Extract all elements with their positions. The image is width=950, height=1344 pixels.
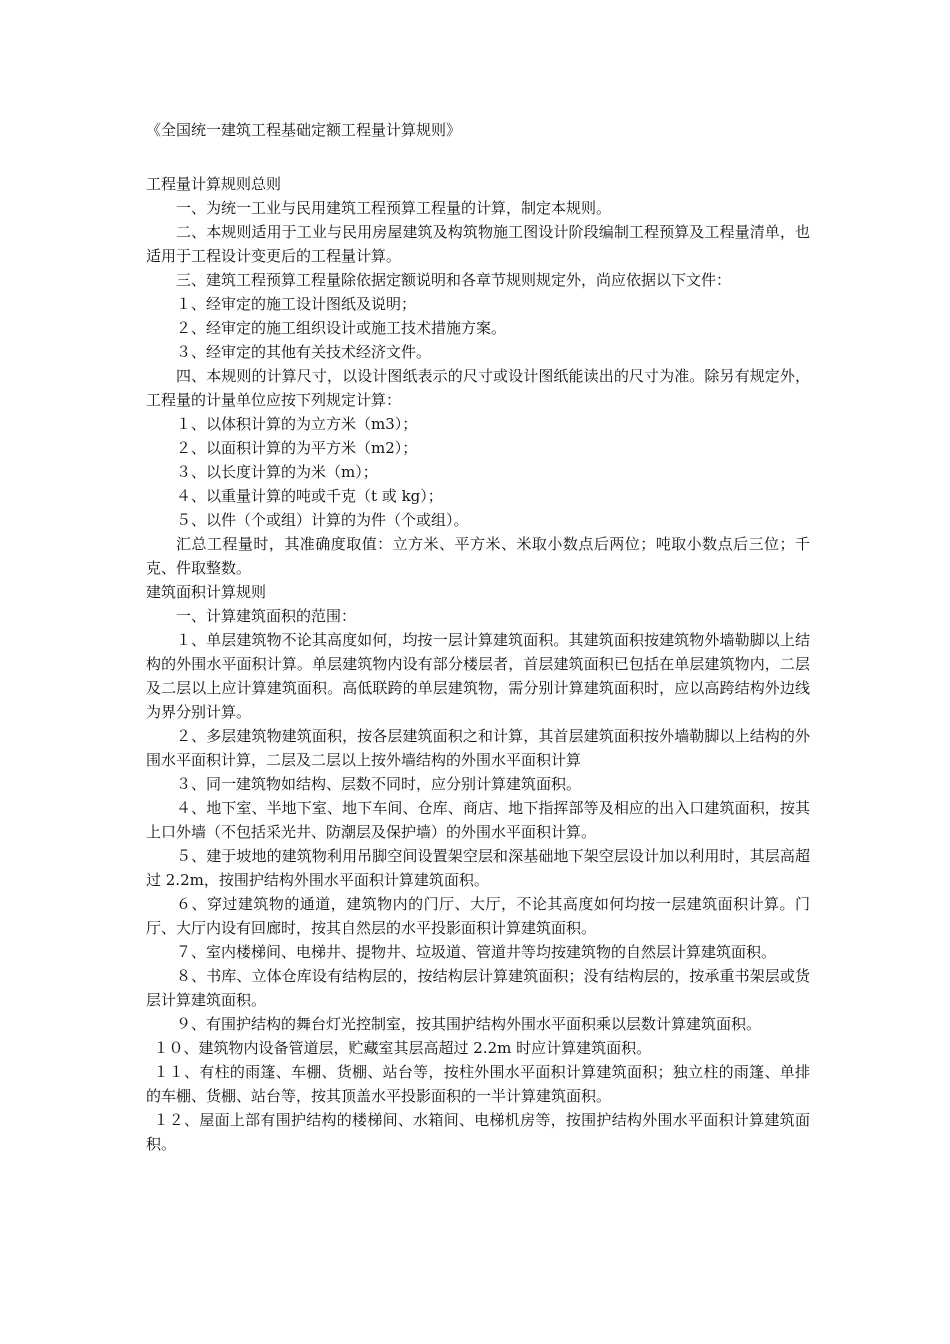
section-heading-general: 工程量计算规则总则	[146, 175, 282, 193]
list-item: ５、以件（个或组）计算的为件（个或组）。	[176, 511, 469, 529]
list-item: １、经审定的施工设计图纸及说明；	[176, 295, 417, 313]
list-item: ４、以重量计算的吨或千克（t 或 kg）；	[176, 487, 443, 505]
paragraph: 四、本规则的计算尺寸，以设计图纸表示的尺寸或设计图纸能读出的尺寸为准。除另有规定外，工程量的计量单位应按下列规定计算：	[146, 367, 810, 409]
list-item: ４、地下室、半地下室、地下车间、仓库、商店、地下指挥部等及相应的出入口建筑面积，按其上口外墙（不包括采光井、防潮层及保护墙）的外围水平面积计算。	[146, 799, 810, 841]
list-item: １１、有柱的雨篷、车棚、货棚、站台等，按柱外围水平面积计算建筑面积；独立柱的雨篷、单排的车棚、货棚、站台等，按其顶盖水平投影面积的一半计算建筑面积。	[146, 1063, 810, 1105]
paragraph: 二、本规则适用于工业与民用房屋建筑及构筑物施工图设计阶段编制工程预算及工程量清单，也适用于工程设计变更后的工程量计算。	[146, 223, 810, 265]
paragraph: 一、为统一工业与民用建筑工程预算工程量的计算，制定本规则。	[176, 199, 612, 217]
list-item: ３、同一建筑物如结构、层数不同时，应分别计算建筑面积。	[176, 775, 582, 793]
paragraph: 汇总工程量时，其准确度取值：立方米、平方米、米取小数点后两位；吨取小数点后三位；千克、件取整数。	[146, 535, 810, 577]
list-item: ７、室内楼梯间、电梯井、提物井、垃圾道、管道井等均按建筑物的自然层计算建筑面积。	[176, 943, 777, 961]
paragraph: 三、建筑工程预算工程量除依据定额说明和各章节规则规定外，尚应依据以下文件：	[176, 271, 732, 289]
list-item: ２、以面积计算的为平方米（m2）；	[176, 439, 418, 457]
list-item: ５、建于坡地的建筑物利用吊脚空间设置架空层和深基础地下架空层设计加以利用时，其层高超过 2.2m，按围护结构外围水平面积计算建筑面积。	[146, 847, 810, 889]
spacer	[146, 142, 810, 172]
list-item: １、单层建筑物不论其高度如何，均按一层计算建筑面积。其建筑面积按建筑物外墙勒脚以上结构的外围水平面积计算。单层建筑物内设有部分楼层者，首层建筑面积已包括在单层建筑物内，二层及二层以上应计算建筑面积。高低联跨的单层建筑物，需分别计算建筑面积时，应以高跨结构外边线为界分别计算。	[146, 631, 810, 721]
list-item: １０、建筑物内设备管道层，贮藏室其层高超过 2.2m 时应计算建筑面积。	[153, 1039, 652, 1057]
paragraph: 一、计算建筑面积的范围：	[176, 607, 357, 625]
document-title: 《全国统一建筑工程基础定额工程量计算规则》	[146, 121, 462, 139]
list-item: ６、穿过建筑物的通道，建筑物内的门厅、大厅，不论其高度如何均按一层建筑面积计算。门厅、大厅内设有回廊时，按其自然层的水平投影面积计算建筑面积。	[146, 895, 810, 937]
list-item: １２、屋面上部有围护结构的楼梯间、水箱间、电梯机房等，按围护结构外围水平面积计算建筑面积。	[146, 1111, 810, 1153]
list-item: １、以体积计算的为立方米（m3）；	[176, 415, 418, 433]
list-item: ３、经审定的其他有关技术经济文件。	[176, 343, 432, 361]
document-body	[146, 118, 810, 1156]
list-item: ８、书库、立体仓库设有结构层的，按结构层计算建筑面积；没有结构层的，按承重书架层或货层计算建筑面积。	[146, 967, 810, 1009]
list-item: ９、有围护结构的舞台灯光控制室，按其围护结构外围水平面积乘以层数计算建筑面积。	[176, 1015, 762, 1033]
list-item: ２、经审定的施工组织设计或施工技术措施方案。	[176, 319, 507, 337]
section-heading-area: 建筑面积计算规则	[146, 583, 267, 601]
list-item: ２、多层建筑物建筑面积，按各层建筑面积之和计算，其首层建筑面积按外墙勒脚以上结构的外围水平面积计算，二层及二层以上按外墙结构的外围水平面积计算	[146, 727, 810, 769]
list-item: ３、以长度计算的为米（m）；	[176, 463, 378, 481]
